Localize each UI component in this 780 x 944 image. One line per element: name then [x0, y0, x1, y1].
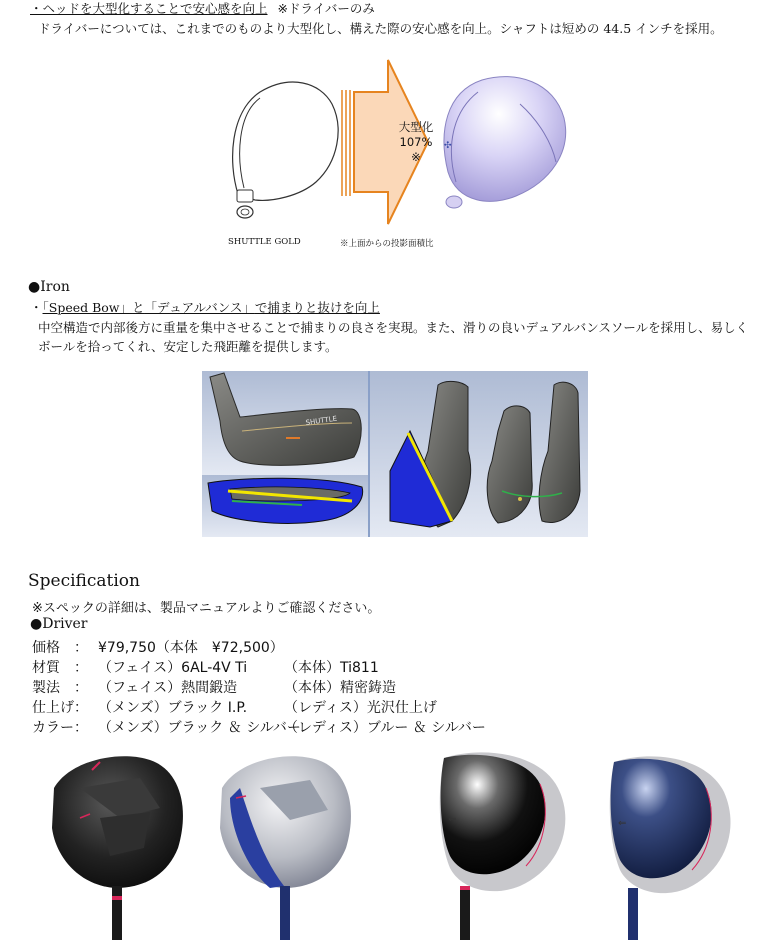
arrow-label [388, 120, 444, 165]
iron-heading-part1: 「Speed Bow」 [42, 300, 133, 315]
arrow-label-line3: ※ [411, 150, 421, 164]
right-figure-caption: ※上面からの投影面積比 [340, 239, 434, 249]
spec-row-value2: （レディス）光沢仕上げ [284, 700, 437, 716]
iron-heading-rest: で捕まりと抜けを向上 [254, 300, 380, 315]
driver-outline-icon [233, 82, 338, 218]
spec-row-label: カラー： [32, 720, 88, 736]
spec-note: ※スペックの詳細は、製品マニュアルよりご確認ください。 [32, 601, 381, 616]
spec-row-value2: （本体）精密鋳造 [284, 680, 396, 696]
iron-body-line1: 中空構造で内部後方に重量を集中させることで捕まりの良さを実現。また、滑りの良いデュアルバンスソールを採用し、易しく [38, 320, 749, 335]
svg-text:SHUTTLE: SHUTTLE [305, 414, 338, 427]
spec-title: Specification [28, 571, 140, 591]
iron-sole-render [202, 475, 368, 537]
spec-row-value1: （メンズ）ブラック I.P. [98, 700, 248, 716]
driver-body: ドライバーについては、これまでのものより大型化し、構えた際の安心感を向上。シャフトは短めの 44.5 インチを採用。 [38, 21, 723, 36]
svg-text:⇐: ⇐ [618, 818, 627, 829]
spec-row-label: 価格 ： [32, 640, 88, 656]
spec-row-value2: （本体）Ti811 [284, 660, 379, 676]
spec-row-value1: （フェイス）6AL-4V Ti [98, 660, 248, 676]
driver-heading-note: ※ドライバーのみ [277, 1, 375, 16]
svg-text:⇐: ⇐ [448, 814, 457, 825]
iron-cad-images [202, 371, 588, 537]
iron-face-render [202, 371, 368, 475]
ladies-driver-crown-photo [610, 756, 731, 940]
iron-heading-prefix: ・ [30, 300, 43, 315]
spec-row-label: 製法 ： [32, 680, 88, 696]
iron-body-line2: ボールを拾ってくれ、安定した飛距離を提供します。 [38, 339, 338, 354]
spec-row-value1: ¥79,750（本体 ¥72,500） [98, 640, 284, 656]
arrow-label-line2: 107% [399, 135, 433, 149]
iron-heading-mid: と [132, 300, 145, 315]
ladies-driver-sole-photo [220, 756, 351, 940]
svg-text:✣: ✣ [444, 141, 452, 151]
iron-heading-part2: 「デュアルバンス」 [144, 300, 255, 315]
arrow-label-line1: 大型化 [398, 120, 434, 134]
spec-row-label: 材質 ： [32, 660, 88, 676]
iron-cross-section-render [370, 371, 588, 537]
driver-heading [30, 0, 375, 18]
driver-head-3d-icon [444, 77, 566, 208]
spec-row-value1: （メンズ）ブラック ＆ シルバー [98, 720, 301, 736]
mens-driver-crown-photo [440, 752, 566, 940]
mens-driver-sole-photo [52, 756, 183, 940]
spec-row-label: 仕上げ： [32, 700, 88, 716]
spec-subtitle: ●Driver [30, 616, 88, 632]
driver-heading-text: ・ヘッドを大型化することで安心感を向上 [30, 1, 268, 16]
driver-photos [40, 748, 740, 940]
left-figure-caption: SHUTTLE GOLD [228, 237, 301, 247]
spec-row-value2: （レディス）ブルー ＆ シルバー [284, 720, 486, 736]
iron-heading [30, 299, 380, 317]
spec-row-value1: （フェイス）熱間鍛造 [98, 680, 238, 696]
iron-title: ●Iron [28, 279, 70, 295]
